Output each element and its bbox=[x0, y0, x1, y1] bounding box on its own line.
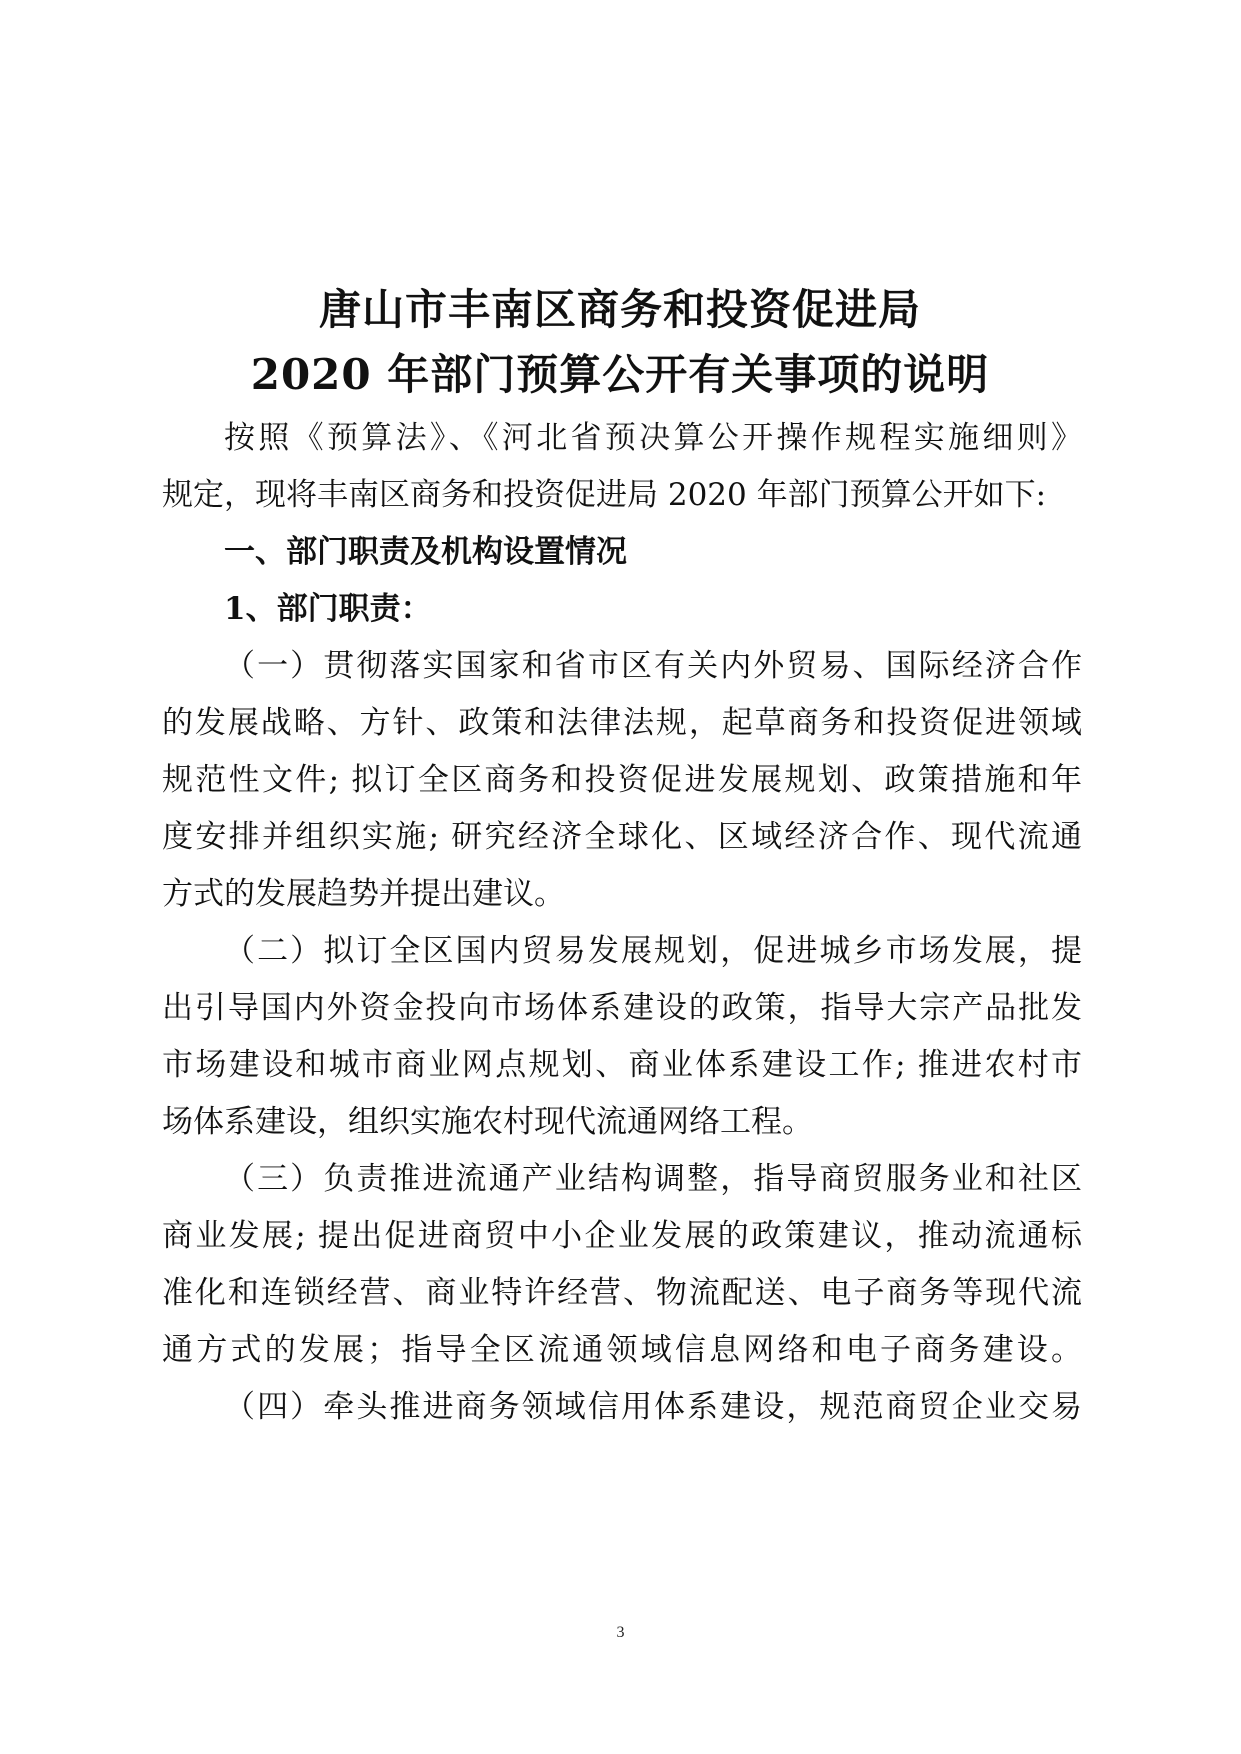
item1-line-3: 规范性文件; 拟订全区商务和投资促进发展规划、政策措施和年 bbox=[162, 762, 1082, 798]
item3-line-1: （三）负责推进流通产业结构调整，指导商贸服务业和社区 bbox=[224, 1161, 1082, 1197]
item1-line-2: 的发展战略、方针、政策和法律法规，起草商务和投资促进领域 bbox=[162, 705, 1082, 741]
intro-line-2: 规定，现将丰南区商务和投资促进局 2020 年部门预算公开如下: bbox=[162, 477, 1047, 513]
subsection-heading: 1、部门职责： bbox=[224, 591, 432, 627]
item1-line-4: 度安排并组织实施; 研究经济全球化、区域经济合作、现代流通 bbox=[162, 819, 1082, 855]
section-heading: 一、部门职责及机构设置情况 bbox=[224, 534, 627, 570]
item3-line-4: 通方式的发展；指导全区流通领域信息网络和电子商务建设。 bbox=[162, 1332, 1082, 1368]
page-number: 3 bbox=[616, 1624, 625, 1641]
item3-line-3: 准化和连锁经营、商业特许经营、物流配送、电子商务等现代流 bbox=[162, 1275, 1082, 1311]
item3-line-2: 商业发展; 提出促进商贸中小企业发展的政策建议，推动流通标 bbox=[162, 1218, 1082, 1254]
document-title-line-1: 唐山市丰南区商务和投资促进局 bbox=[318, 285, 921, 334]
item1-line-1: （一）贯彻落实国家和省市区有关内外贸易、国际经济合作 bbox=[224, 648, 1082, 684]
item2-line-3: 市场建设和城市商业网点规划、商业体系建设工作; 推进农村市 bbox=[162, 1047, 1082, 1083]
item4-line-1: （四）牵头推进商务领域信用体系建设，规范商贸企业交易 bbox=[224, 1389, 1082, 1425]
intro-line-1: 按照《预算法》、《河北省预决算公开操作规程实施细则》 bbox=[224, 420, 1082, 456]
item2-line-4: 场体系建设，组织实施农村现代流通网络工程。 bbox=[162, 1104, 813, 1140]
item2-line-2: 出引导国内外资金投向市场体系建设的政策，指导大宗产品批发 bbox=[162, 990, 1082, 1026]
item2-line-1: （二）拟订全区国内贸易发展规划，促进城乡市场发展，提 bbox=[224, 933, 1082, 969]
item1-line-5: 方式的发展趋势并提出建议。 bbox=[162, 876, 565, 912]
document-title-line-2: 2020 年部门预算公开有关事项的说明 bbox=[250, 350, 990, 399]
